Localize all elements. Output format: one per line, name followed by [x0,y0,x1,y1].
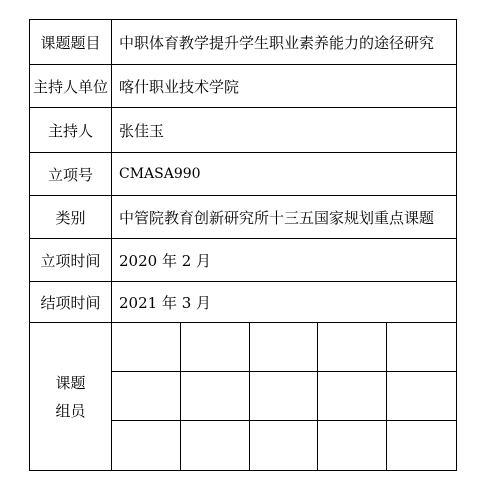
member-cell[interactable] [387,421,456,470]
row-title [30,20,456,65]
label-unit: 主持人单位 [30,65,112,107]
row-project-no [30,153,456,196]
member-cell[interactable] [112,421,181,470]
label-end-time: 结项时间 [30,282,112,322]
members-label [30,323,112,470]
label-host: 主持人 [30,108,112,152]
member-cell[interactable] [318,421,387,470]
label-start-time: 立项时间 [30,239,112,281]
value-title: 中职体育教学提升学生职业素养能力的途径研究 [119,33,435,52]
members-label-line2: 组员 [55,401,86,420]
member-cell[interactable] [181,421,250,470]
row-host [30,108,456,153]
member-cell[interactable] [181,323,250,372]
label-title: 课题题目 [30,20,112,64]
project-info-table [29,19,457,471]
member-cell[interactable] [112,372,181,421]
member-cell[interactable] [250,421,319,470]
row-members [30,323,456,470]
member-cell[interactable] [181,372,250,421]
value-start-time: 2020 年 2 月 [119,251,212,270]
value-category: 中管院教育创新研究所十三五国家规划重点课题 [119,208,435,227]
value-unit: 喀什职业技术学院 [119,77,240,96]
row-unit [30,65,456,108]
value-host: 张佳玉 [119,121,165,140]
value-project-no: CMASA990 [119,166,201,182]
members-grid [112,323,456,470]
member-cell[interactable] [387,372,456,421]
label-project-no: 立项号 [30,153,112,195]
label-category: 类别 [30,196,112,238]
member-cell[interactable] [387,323,456,372]
members-label-line1: 课题 [55,373,86,392]
member-cell[interactable] [112,323,181,372]
row-end-time [30,282,456,323]
value-end-time: 2021 年 3 月 [119,293,212,312]
member-cell[interactable] [250,323,319,372]
member-cell[interactable] [318,323,387,372]
row-start-time [30,239,456,282]
member-cell[interactable] [250,372,319,421]
row-category [30,196,456,239]
member-cell[interactable] [318,372,387,421]
